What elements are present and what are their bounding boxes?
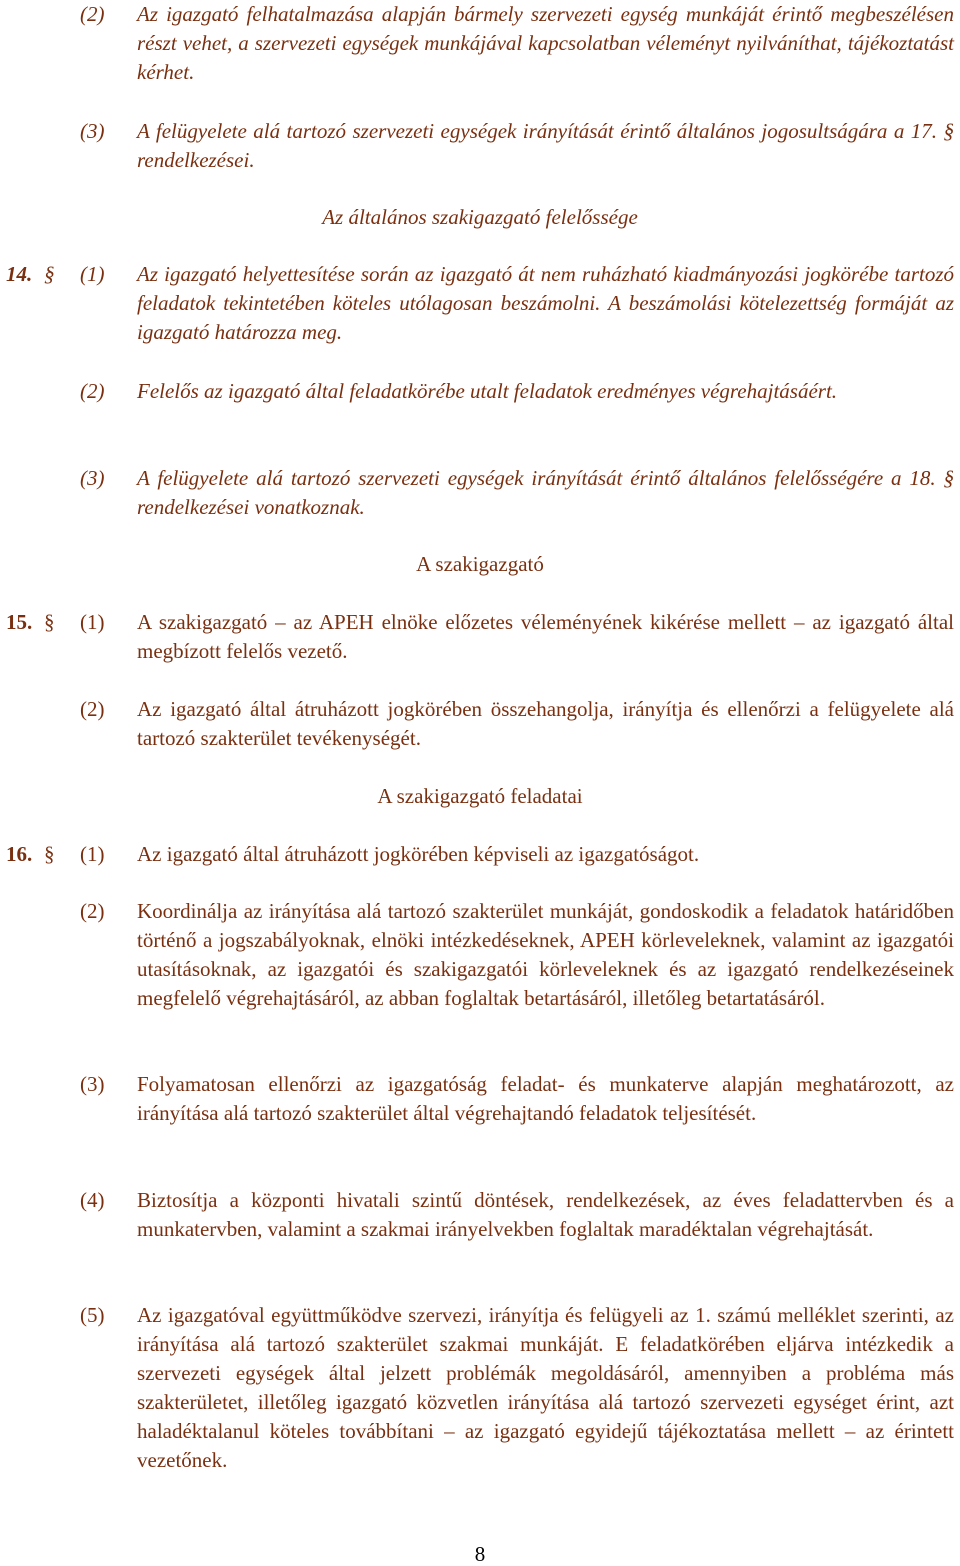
paragraph-text: Az igazgató helyettesítése során az igazgató át nem ruházható kiadmányozási jogkörébe tartozó feladatok tekintetében köteles utólagosan beszámolni. A beszámolási kötelezettség formáját az igazgató határozza meg.	[137, 262, 954, 344]
paragraph-text: A szakigazgató – az APEH elnöke előzetes véleményének kikérése mellett – az igazgató által megbízott felelős vezető.	[137, 610, 954, 663]
paragraph-text: Az igazgató által átruházott jogkörében összehangolja, irányítja és ellenőrzi a felügyelete alá tartozó szakterület tevékenységét.	[137, 697, 954, 750]
section-number: 15.	[6, 610, 33, 634]
subsection-number: (2)	[80, 2, 105, 26]
paragraph-text: A felügyelete alá tartozó szervezeti egységek irányítását érintő általános jogosultságára a 17. § rendelkezései.	[137, 119, 954, 172]
subsection-number: (3)	[80, 466, 105, 490]
subsection-number: (2)	[80, 379, 105, 403]
subsection-number: (1)	[80, 842, 105, 866]
page-number: 8	[474, 1542, 486, 1566]
paragraph-text: Koordinálja az irányítása alá tartozó szakterület munkáját, gondoskodik a feladatok határidőben történő a jogszabályoknak, elnöki intézkedéseknek, APEH körleveleknek, valamint az igazgatói utasításoknak, az igazgatói és szakigazgatói körleveleknek és az igazgató rendelkezéseinek megfelelő végrehajtásáról, az abban foglaltak betartásáról, illetőleg betartatásáról.	[137, 899, 954, 1010]
section-sign: §	[44, 610, 55, 634]
section-heading: A szakigazgató	[416, 552, 544, 576]
paragraph-text: Az igazgató által átruházott jogkörében képviseli az igazgatóságot.	[137, 842, 700, 866]
subsection-number: (1)	[80, 610, 105, 634]
section-sign: §	[44, 262, 55, 286]
section-number: 16.	[6, 842, 33, 866]
subsection-number: (2)	[80, 899, 105, 923]
subsection-number: (3)	[80, 1072, 105, 1096]
section-heading: Az általános szakigazgató felelőssége	[322, 205, 638, 229]
paragraph-text: A felügyelete alá tartozó szervezeti egységek irányítását érintő általános felelősségére a 18. § rendelkezései vonatkoznak.	[137, 466, 954, 519]
paragraph-text: Biztosítja a központi hivatali szintű döntések, rendelkezések, az éves feladattervben és a munkatervben, valamint a szakmai irányelvekben foglaltak maradéktalan végrehajtását.	[137, 1188, 954, 1241]
subsection-number: (4)	[80, 1188, 105, 1212]
subsection-number: (2)	[80, 697, 105, 721]
subsection-number: (3)	[80, 119, 105, 143]
paragraph-text: Folyamatosan ellenőrzi az igazgatóság feladat- és munkaterve alapján meghatározott, az irányítása alá tartozó szakterület által végrehajtandó feladatok teljesítését.	[137, 1072, 954, 1125]
section-number: 14.	[6, 262, 33, 286]
subsection-number: (1)	[80, 262, 105, 286]
paragraph-text: Az igazgatóval együttműködve szervezi, irányítja és felügyeli az 1. számú melléklet szerinti, az irányítása alá tartozó szakterület szakmai munkáját. E feladatkörében eljárva intézkedik a szervezeti egységek által jelzett problémák megoldásáról, amennyiben a probléma más szakterületet, illetőleg igazgató közvetlen irányítása alá tartozó szervezeti egységet érint, azt haladéktalanul köteles továbbítani – az igazgató egyidejű tájékoztatása mellett – az érintett vezetőnek.	[137, 1303, 954, 1472]
paragraph-text: Felelős az igazgató által feladatkörébe utalt feladatok eredményes végrehajtásáért.	[137, 379, 838, 403]
section-heading: A szakigazgató feladatai	[377, 784, 583, 808]
section-sign: §	[44, 842, 55, 866]
subsection-number: (5)	[80, 1303, 105, 1327]
paragraph-text: Az igazgató felhatalmazása alapján bármely szervezeti egység munkáját érintő megbeszélésen részt vehet, a szervezeti egységek munkájával kapcsolatban véleményt nyilváníthat, tájékoztatást kérhet.	[137, 2, 954, 84]
